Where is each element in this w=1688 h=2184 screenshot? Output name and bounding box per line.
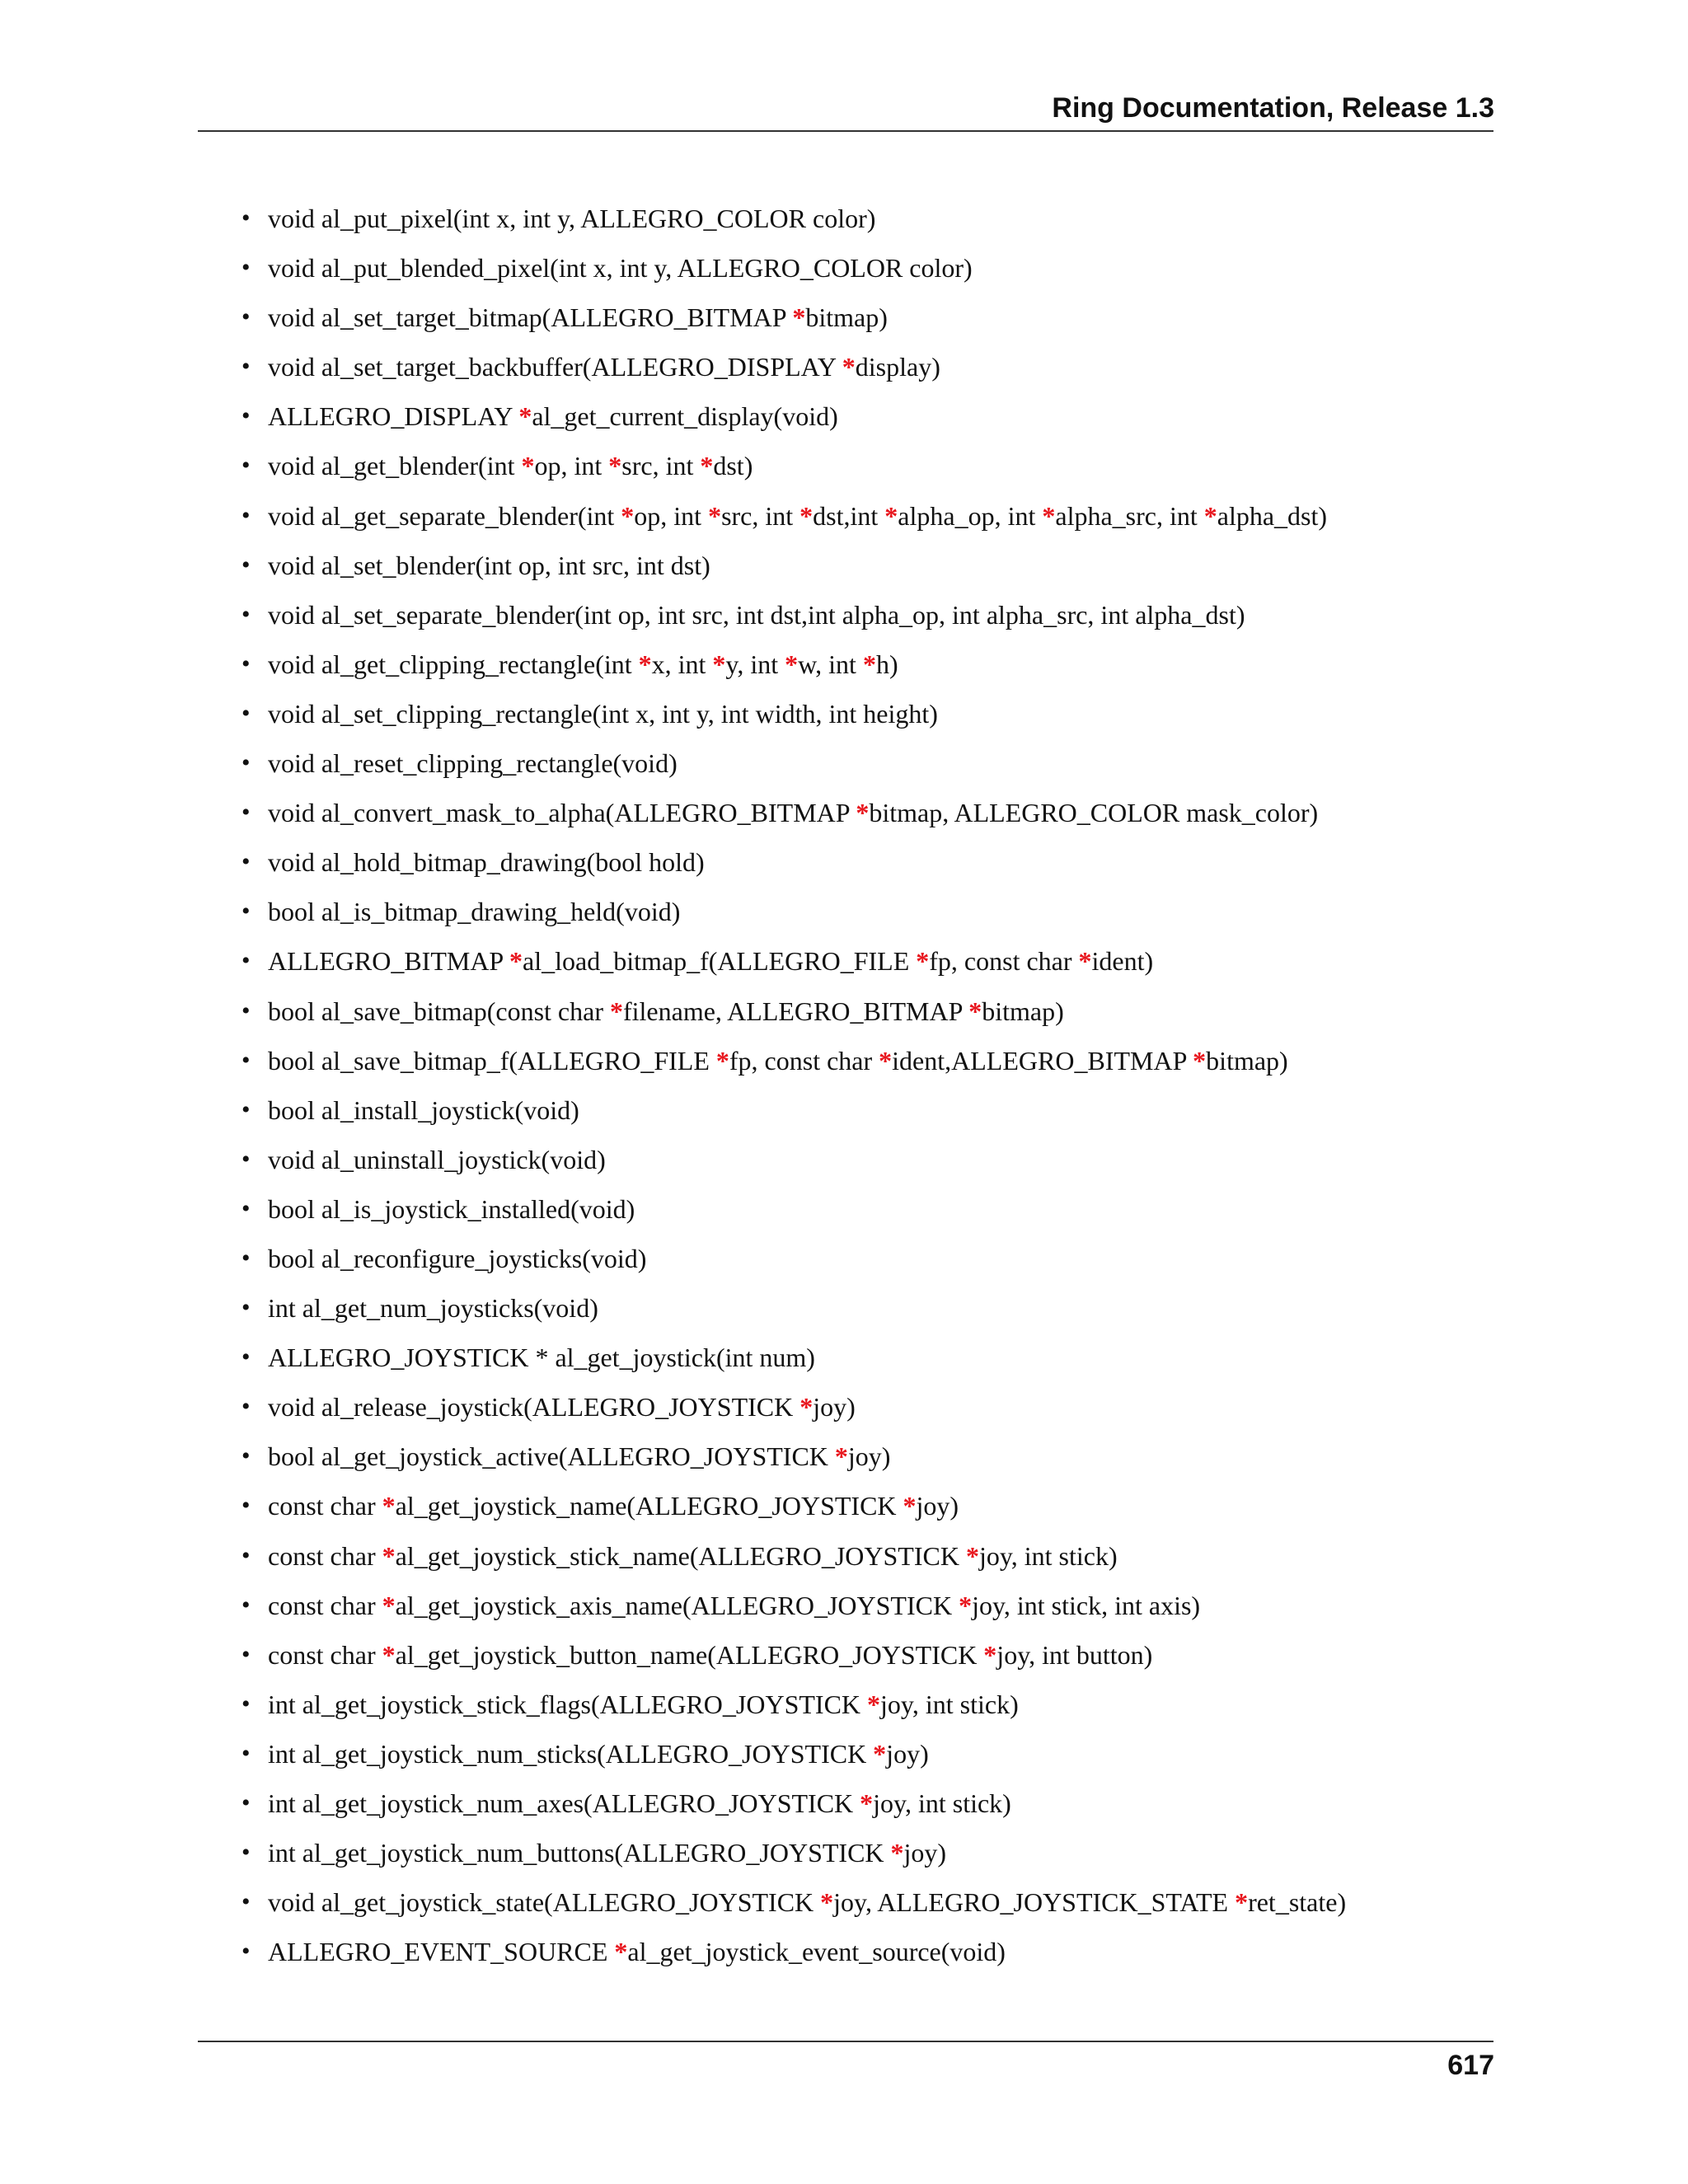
bullet-icon: • <box>241 1194 251 1222</box>
function-list-item: • void al_get_separate_blender(int *op, int *src, int *dst,int *alpha_op, int *alpha_src, int *alpha_dst) <box>0 491 1688 541</box>
function-list-item: • int al_get_joystick_num_axes(ALLEGRO_JOYSTICK *joy, int stick) <box>0 1779 1688 1828</box>
function-list-item: • bool al_install_joystick(void) <box>0 1085 1688 1135</box>
function-list-item: • bool al_reconfigure_joysticks(void) <box>0 1234 1688 1283</box>
bullet-icon: • <box>241 1888 251 1916</box>
function-list-item: • int al_get_joystick_num_buttons(ALLEGRO_JOYSTICK *joy) <box>0 1828 1688 1877</box>
bullet-icon: • <box>241 1640 251 1668</box>
bullet-icon: • <box>241 996 251 1024</box>
function-list-item: • void al_get_blender(int *op, int *src, int *dst) <box>0 441 1688 490</box>
function-list-item: • int al_get_num_joysticks(void) <box>0 1283 1688 1333</box>
function-list-item: • const char *al_get_joystick_axis_name(ALLEGRO_JOYSTICK *joy, int stick, int axis) <box>0 1581 1688 1630</box>
function-list-item: • bool al_save_bitmap(const char *filename, ALLEGRO_BITMAP *bitmap) <box>0 987 1688 1036</box>
function-list-item: • void al_put_pixel(int x, int y, ALLEGRO_COLOR color) <box>0 194 1688 243</box>
function-list-item: • ALLEGRO_EVENT_SOURCE *al_get_joystick_event_source(void) <box>0 1927 1688 1976</box>
bullet-icon: • <box>241 600 251 628</box>
function-list-item: • void al_set_target_backbuffer(ALLEGRO_DISPLAY *display) <box>0 342 1688 391</box>
bullet-icon: • <box>241 1789 251 1816</box>
bullet-icon: • <box>241 898 251 926</box>
footer-divider <box>198 2041 1493 2042</box>
bullet-icon: • <box>241 1095 251 1123</box>
function-list-item: • void al_set_target_bitmap(ALLEGRO_BITMAP *bitmap) <box>0 293 1688 342</box>
bullet-icon: • <box>241 699 251 727</box>
bullet-icon: • <box>241 1145 251 1173</box>
function-list-item: • bool al_get_joystick_active(ALLEGRO_JOYSTICK *joy) <box>0 1432 1688 1481</box>
bullet-icon: • <box>241 501 251 529</box>
function-list-item: • void al_set_separate_blender(int op, int src, int dst,int alpha_op, int alpha_src, int alpha_dst) <box>0 590 1688 640</box>
bullet-icon: • <box>241 848 251 876</box>
function-list-item: • int al_get_joystick_stick_flags(ALLEGRO_JOYSTICK *joy, int stick) <box>0 1680 1688 1729</box>
bullet-icon: • <box>241 303 251 331</box>
bullet-icon: • <box>241 551 251 579</box>
function-list-item: • void al_get_clipping_rectangle(int *x, int *y, int *w, int *h) <box>0 640 1688 689</box>
bullet-icon: • <box>241 649 251 677</box>
function-list-item: • bool al_is_joystick_installed(void) <box>0 1184 1688 1234</box>
bullet-icon: • <box>241 254 251 282</box>
function-list-item: • void al_hold_bitmap_drawing(bool hold) <box>0 837 1688 887</box>
function-list-item: • ALLEGRO_DISPLAY *al_get_current_display(void) <box>0 391 1688 441</box>
function-list-item: • ALLEGRO_BITMAP *al_load_bitmap_f(ALLEGRO_FILE *fp, const char *ident) <box>0 936 1688 986</box>
bullet-icon: • <box>241 402 251 430</box>
function-list-item: • void al_put_blended_pixel(int x, int y, ALLEGRO_COLOR color) <box>0 243 1688 293</box>
function-list-item: • void al_uninstall_joystick(void) <box>0 1135 1688 1184</box>
function-list-item: • const char *al_get_joystick_name(ALLEGRO_JOYSTICK *joy) <box>0 1481 1688 1530</box>
function-list <box>0 194 1688 1976</box>
bullet-icon: • <box>241 1294 251 1322</box>
function-list-item: • bool al_is_bitmap_drawing_held(void) <box>0 887 1688 936</box>
bullet-icon: • <box>241 1938 251 1966</box>
bullet-icon: • <box>241 1739 251 1767</box>
function-list-item: • void al_reset_clipping_rectangle(void) <box>0 738 1688 788</box>
bullet-icon: • <box>241 1046 251 1074</box>
function-list-item: • void al_set_clipping_rectangle(int x, int y, int width, int height) <box>0 689 1688 738</box>
page-number: 617 <box>1447 2050 1494 2081</box>
bullet-icon: • <box>241 1442 251 1470</box>
bullet-icon: • <box>241 799 251 827</box>
bullet-icon: • <box>241 947 251 975</box>
function-list-item: • int al_get_joystick_num_sticks(ALLEGRO_JOYSTICK *joy) <box>0 1729 1688 1779</box>
bullet-icon: • <box>241 1343 251 1371</box>
bullet-icon: • <box>241 452 251 480</box>
bullet-icon: • <box>241 1690 251 1718</box>
function-list-item: • void al_release_joystick(ALLEGRO_JOYSTICK *joy) <box>0 1382 1688 1432</box>
bullet-icon: • <box>241 1393 251 1421</box>
bullet-icon: • <box>241 1492 251 1520</box>
function-list-item: • void al_get_joystick_state(ALLEGRO_JOYSTICK *joy, ALLEGRO_JOYSTICK_STATE *ret_state) <box>0 1877 1688 1927</box>
function-list-item: • const char *al_get_joystick_button_name(ALLEGRO_JOYSTICK *joy, int button) <box>0 1630 1688 1680</box>
bullet-icon: • <box>241 1839 251 1867</box>
bullet-icon: • <box>241 749 251 777</box>
function-list-item: • const char *al_get_joystick_stick_name(ALLEGRO_JOYSTICK *joy, int stick) <box>0 1531 1688 1581</box>
header-divider <box>198 130 1493 132</box>
function-list-item: • void al_convert_mask_to_alpha(ALLEGRO_BITMAP *bitmap, ALLEGRO_COLOR mask_color) <box>0 788 1688 837</box>
page-header-title: Ring Documentation, Release 1.3 <box>1052 92 1494 124</box>
bullet-icon: • <box>241 204 251 232</box>
bullet-icon: • <box>241 353 251 381</box>
bullet-icon: • <box>241 1244 251 1272</box>
function-list-item: • ALLEGRO_JOYSTICK * al_get_joystick(int num) <box>0 1333 1688 1382</box>
function-list-item: • void al_set_blender(int op, int src, int dst) <box>0 541 1688 590</box>
bullet-icon: • <box>241 1591 251 1619</box>
bullet-icon: • <box>241 1541 251 1569</box>
function-list-item: • bool al_save_bitmap_f(ALLEGRO_FILE *fp, const char *ident,ALLEGRO_BITMAP *bitmap) <box>0 1036 1688 1085</box>
